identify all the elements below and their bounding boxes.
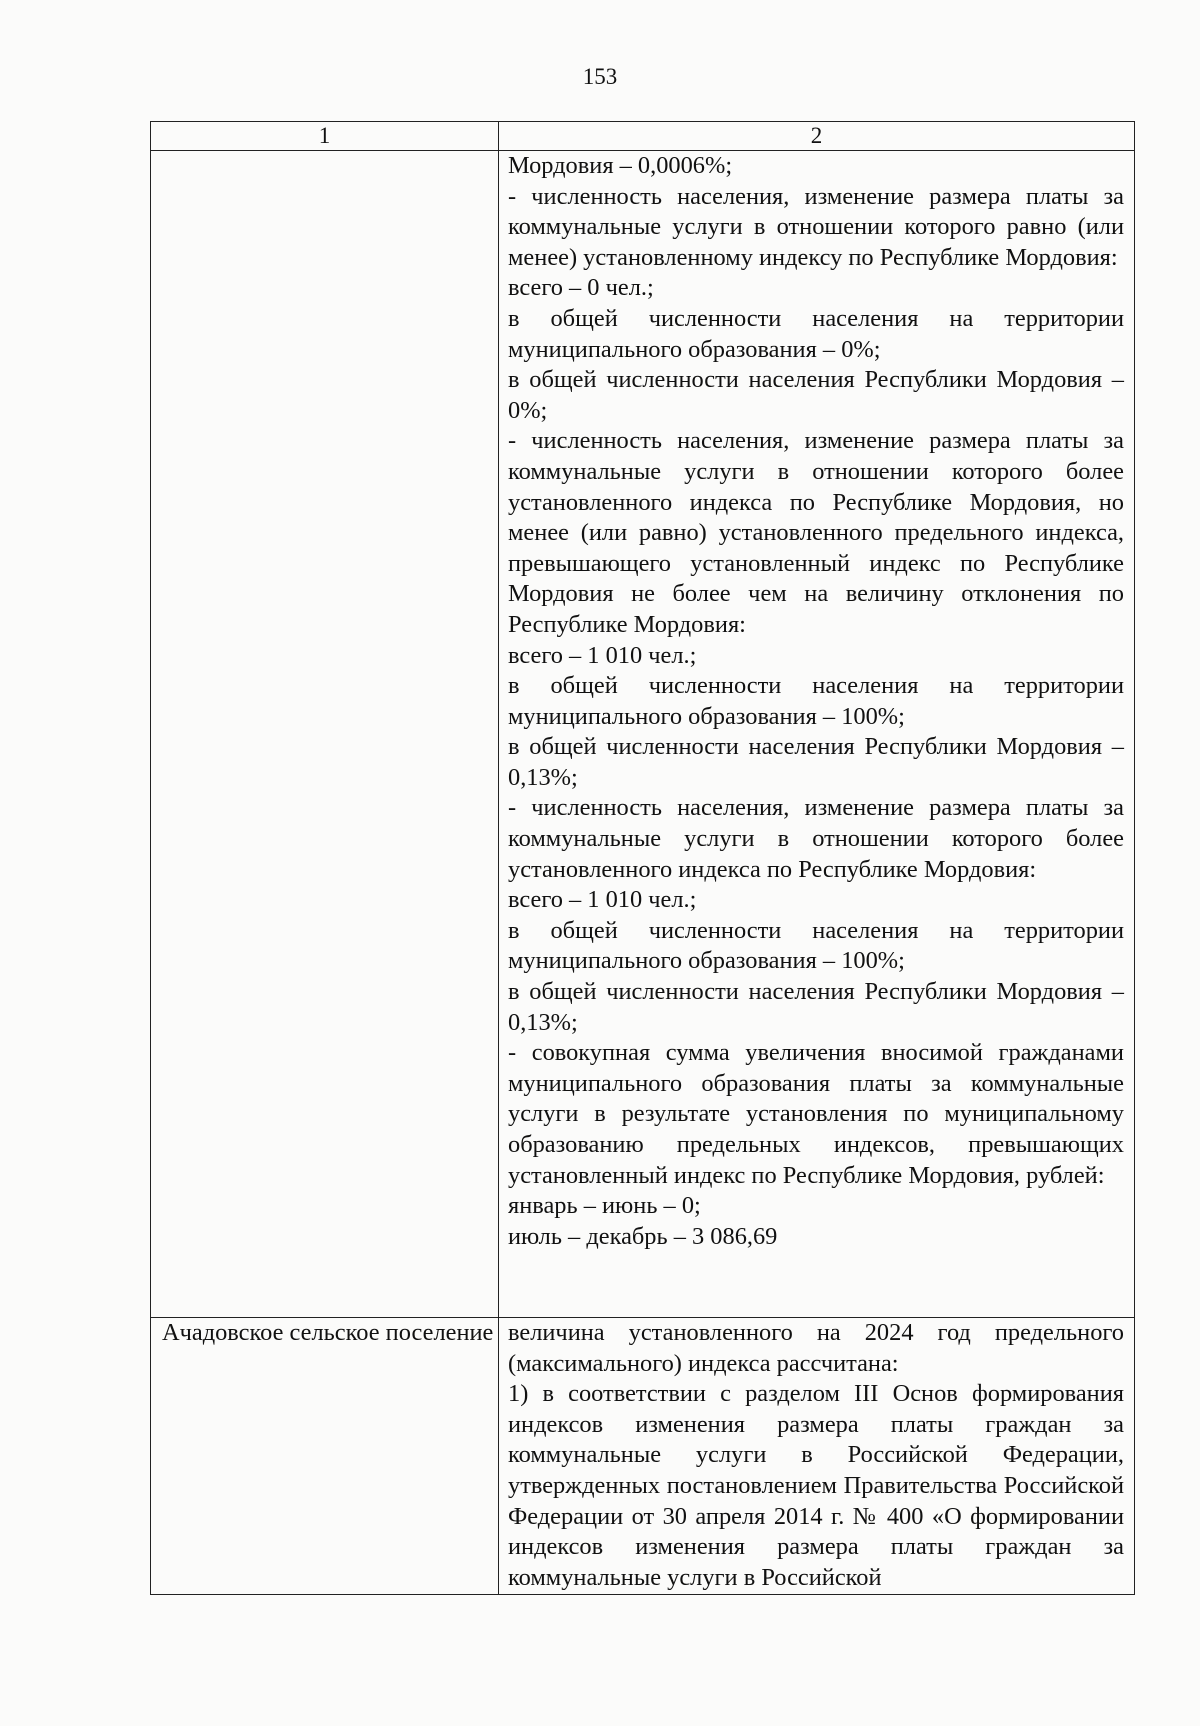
description-cell (499, 1318, 1135, 1595)
description-text (499, 151, 1134, 1252)
table-header-row (151, 122, 1135, 151)
text-line: Мордовия – 0,0006%; (508, 152, 733, 179)
text-line: - совокупная сумма увеличения вносимой гражданами муниципального образования платы за коммунальные услуги в результате установления по муниципальному образованию предельных индексов, превышающих установленный индекс по Республике Мордовия, рублей: (508, 1039, 1124, 1189)
text-line: июль – декабрь – 3 086,69 (508, 1222, 778, 1250)
table-row (151, 151, 1135, 1318)
text-line: - численность населения, изменение размера платы за коммунальные услуги в отношении которого равно (или менее) установленному индексу по Республике Мордовия: (508, 182, 1124, 271)
text-line: всего – 1 010 чел.; (508, 886, 697, 914)
text-line: в общей численности населения Республики Мордовия – 0%; (508, 366, 1124, 424)
table-row (151, 1318, 1135, 1595)
text-line: всего – 1 010 чел.; (508, 641, 697, 669)
column-header-1: 1 (151, 122, 499, 151)
settlement-name: Ачадовское сельское поселение (162, 1319, 494, 1346)
text-line: в общей численности населения Республики Мордовия – 0,13%; (508, 978, 1124, 1036)
text-line: в общей численности населения Республики Мордовия – 0,13%; (508, 733, 1124, 791)
text-line: величина установленного на 2024 год предельного (максимального) индекса рассчитана: (508, 1319, 1124, 1377)
page-number: 153 (582, 64, 618, 89)
settlement-cell (151, 151, 499, 1318)
description-cell (499, 151, 1135, 1318)
text-line: - численность населения, изменение размера платы за коммунальные услуги в отношении которого более установленного индекса по Республике Мордовия, но менее (или равно) установленного предельного индекса, превышающего установленный индекс по Республике Мордовия не более чем на величину отклонения по Республике Мордовия: (508, 427, 1124, 638)
text-line: - численность населения, изменение размера платы за коммунальные услуги в отношении которого более установленного индекса по Республике Мордовия: (508, 794, 1124, 883)
column-header-2: 2 (499, 122, 1135, 151)
text-line: в общей численности населения на территории муниципального образования – 0%; (508, 304, 1124, 363)
text-line: в общей численности населения на территории муниципального образования – 100%; (508, 672, 1124, 730)
settlement-cell (151, 1318, 499, 1595)
data-table (150, 121, 1135, 1595)
description-text (499, 1318, 1134, 1593)
text-line: январь – июнь – 0; (508, 1192, 701, 1220)
text-line: 1) в соответствии с разделом III Основ формирования индексов изменения размера платы граждан за коммунальные услуги в Российской Федерации, утвержденных постановлением Правительства Российской Федерации от 30 апреля 2014 г. № 400 «О формировании индексов изменения размера платы граждан за коммунальные услуги в Российской (508, 1380, 1124, 1591)
text-line: всего – 0 чел.; (508, 274, 654, 302)
text-line: в общей численности населения на территории муниципального образования – 100%; (508, 916, 1124, 975)
